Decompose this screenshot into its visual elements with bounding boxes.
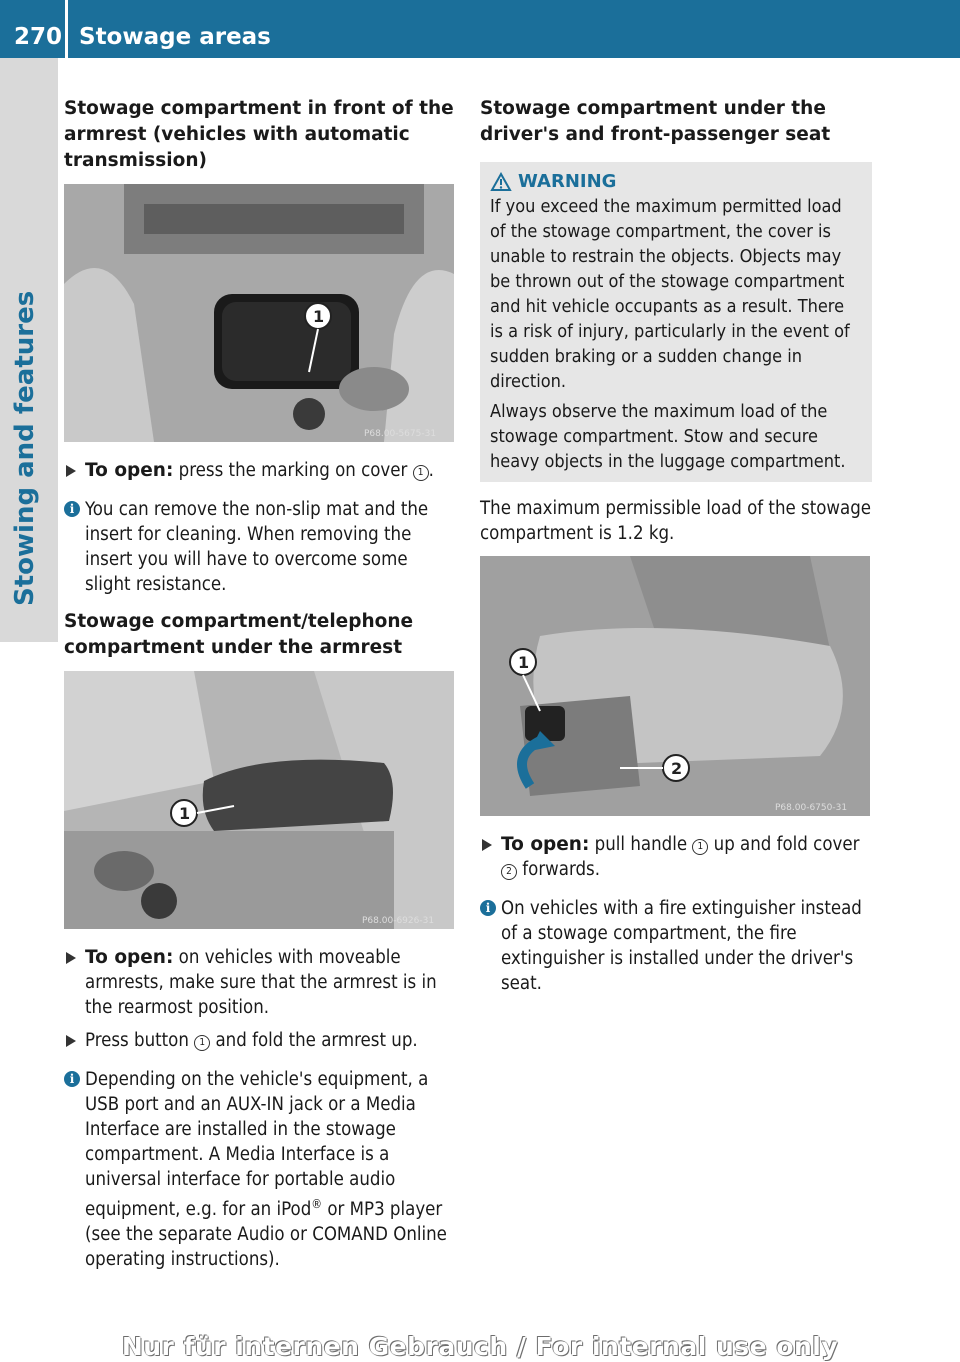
max-load-text: The maximum permissible load of the stowage compartment is 1.2 kg. (480, 498, 872, 544)
step-arrow-icon (66, 465, 76, 477)
step-open-seat (480, 832, 872, 882)
step-press-button (64, 1028, 456, 1053)
ref-circle-1: 1 (413, 465, 429, 481)
info-icon: i (480, 900, 496, 916)
info-icon: i (64, 1071, 80, 1087)
step-arrow-icon (66, 1035, 76, 1047)
callout-1-fig2: 1 (179, 804, 191, 823)
step-open-armrest (64, 945, 456, 1020)
figure-under-seat (480, 556, 870, 816)
figure-front-armrest (64, 184, 454, 442)
warning-text-1: If you exceed the maximum permitted load of the stowage compartment, the cover is unable to restrain the objects. Objects may be thrown out of the stowage compartment and hit vehicle occupants as a result. There is a risk of injury, particularly in the event of sudden braking or a sudden change in direction. (490, 196, 850, 392)
step-label: To open: (85, 947, 174, 968)
step-label: To open: (85, 460, 174, 481)
step-text: Press button (85, 1030, 195, 1051)
ref-circle-2: 2 (501, 864, 517, 880)
figure-code-3: P68.00-6750-31 (775, 803, 848, 813)
chapter-label-box (6, 76, 58, 636)
section-title: Stowage areas (79, 24, 271, 50)
step-arrow-icon (482, 839, 492, 851)
right-column (480, 96, 872, 996)
callout-1-fig1: 1 (313, 307, 325, 326)
info-note-2 (64, 1067, 456, 1272)
info-note-1 (64, 497, 456, 597)
page-number: 270 (14, 24, 63, 50)
heading-armrest-front: Stowage compartment in front of the armrest (vehicles with automatic transmission) (64, 98, 454, 171)
figure-code-2: P68.00-6926-31 (362, 916, 435, 926)
step-label: To open: (501, 834, 590, 855)
step-text: on vehicles with moveable armrests, make sure that the armrest is in the rearmost position. (85, 947, 437, 1018)
warning-header (490, 169, 862, 194)
info-text-3: On vehicles with a fire extinguisher instead of a stowage compartment, the fire extinguisher is installed under the driver's seat. (501, 898, 862, 994)
registered-mark: ® (311, 1197, 323, 1211)
step-end: . (428, 460, 434, 481)
info-text-2a: Depending on the vehicle's equipment, a USB port and an AUX-IN jack or a Media Interface are installed in the stowage compartment. A Media Interface is a universal interface for portable audio equipment, e.g. for an iPod (85, 1069, 429, 1221)
ref-circle-1: 1 (194, 1035, 210, 1051)
header-separator (65, 0, 68, 58)
heading-armrest-under: Stowage compartment/telephone compartment under the armrest (64, 611, 414, 658)
page-header (0, 0, 960, 58)
warning-box (480, 162, 872, 482)
info-icon: i (64, 501, 80, 517)
step-text: forwards. (517, 859, 601, 880)
step-text: pull handle (589, 834, 693, 855)
step-text: and fold the armrest up. (210, 1030, 418, 1051)
heading-under-seat: Stowage compartment under the driver's and front-passenger seat (480, 98, 831, 145)
figure-code-1: P68.00-5675-31 (364, 429, 437, 439)
chapter-label: Stowing and features (10, 290, 40, 606)
warning-label: WARNING (518, 171, 617, 192)
warning-text-2: Always observe the maximum load of the stowage compartment. Stow and secure heavy objects in the luggage compartment. (490, 401, 846, 472)
ref-circle-1: 1 (692, 839, 708, 855)
warning-triangle-icon (490, 172, 512, 192)
footer-watermark: Nur für internen Gebrauch / For internal use only (121, 1332, 839, 1361)
callout-1-fig3: 1 (518, 653, 530, 672)
step-text: press the marking on cover (173, 460, 413, 481)
figure-armrest (64, 671, 454, 929)
step-open-front (64, 458, 456, 483)
step-text: up and fold cover (708, 834, 860, 855)
info-text-2b: or MP3 player (see the separate Audio or COMAND Online operating instructions). (85, 1199, 447, 1271)
step-arrow-icon (66, 952, 76, 964)
info-text-1: You can remove the non-slip mat and the insert for cleaning. When removing the insert you will have to overcome some slight resistance. (85, 499, 429, 595)
callout-2-fig3: 2 (671, 759, 683, 778)
info-note-3 (480, 896, 872, 996)
left-column (64, 96, 456, 1272)
